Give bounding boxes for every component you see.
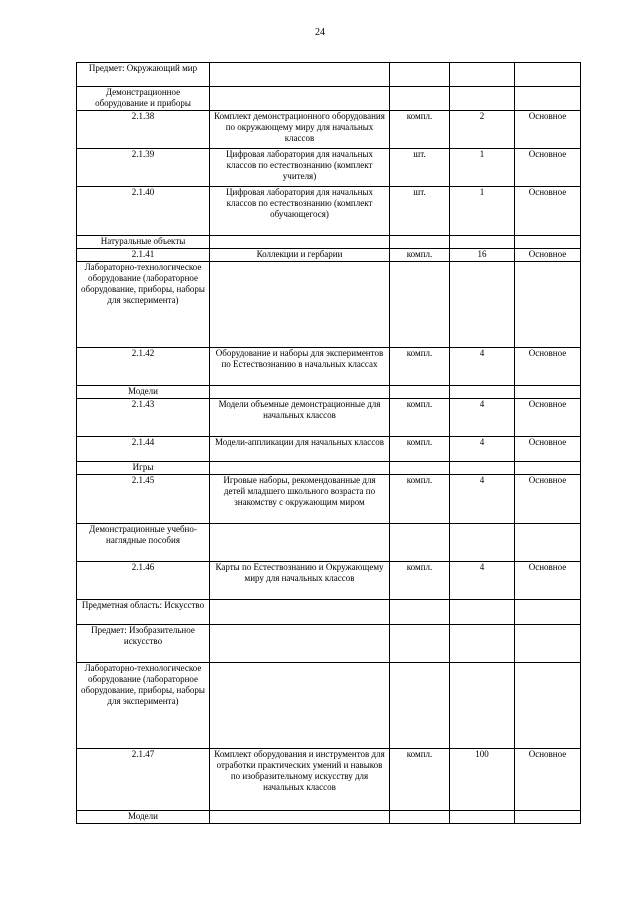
page-number: 24 [315,27,325,38]
table-cell-c3 [390,63,450,87]
table-cell-c1: 2.1.39 [77,149,210,187]
table-cell-c3 [390,625,450,663]
table-cell-c5 [515,386,581,399]
table-cell-c5: Основное [515,149,581,187]
table-row [77,475,581,524]
table-cell-c3 [390,663,450,749]
table-row [77,111,581,149]
table-row [77,63,581,87]
table-cell-c3 [390,236,450,249]
table-cell-c4: 2 [450,111,515,149]
table-cell-c3: компл. [390,111,450,149]
table-row [77,749,581,811]
table-cell-c3: компл. [390,749,450,811]
table-cell-c5: Основное [515,749,581,811]
table-cell-c2: Модели объемные демонстрационные для начальных классов [210,399,390,437]
table-cell-c4 [450,262,515,348]
table-cell-c3 [390,600,450,625]
table-cell-c1: 2.1.45 [77,475,210,524]
table-cell-c1: 2.1.47 [77,749,210,811]
table-cell-c4: 4 [450,562,515,600]
table-cell-c2 [210,811,390,824]
table-cell-c3: компл. [390,249,450,262]
table-cell-c3: компл. [390,475,450,524]
table-cell-c2 [210,625,390,663]
table-row [77,625,581,663]
equipment-table [76,62,581,824]
table-cell-c4 [450,625,515,663]
table-cell-c2: Игровые наборы, рекомендованные для детей младшего школьного возраста по знакомству с окружающим миром [210,475,390,524]
table-cell-c3: компл. [390,562,450,600]
table-row [77,386,581,399]
table-row [77,562,581,600]
table-cell-c2 [210,87,390,111]
table-cell-c2 [210,600,390,625]
table-cell-c3 [390,524,450,562]
table-cell-c4 [450,87,515,111]
table-cell-c1: Натуральные объекты [77,236,210,249]
table-cell-c1: 2.1.41 [77,249,210,262]
table-cell-c1: Предметная область: Искусство [77,600,210,625]
table-cell-c3 [390,811,450,824]
table-cell-c1: Модели [77,811,210,824]
table-cell-c1: 2.1.44 [77,437,210,462]
table-cell-c1: Предмет: Окружающий мир [77,63,210,87]
table-cell-c2: Цифровая лаборатория для начальных классов по естествознанию (комплект обучающегося) [210,187,390,236]
table-cell-c4 [450,600,515,625]
table-cell-c4 [450,386,515,399]
table-row [77,87,581,111]
table-cell-c1: 2.1.46 [77,562,210,600]
table-cell-c1: Демонстрационные учебно-наглядные пособия [77,524,210,562]
table-cell-c5: Основное [515,348,581,386]
table-cell-c3 [390,386,450,399]
table-cell-c5 [515,524,581,562]
table-cell-c5 [515,262,581,348]
table-row [77,811,581,824]
table-cell-c4 [450,462,515,475]
table-cell-c2 [210,386,390,399]
table-cell-c1: Игры [77,462,210,475]
table-cell-c2 [210,63,390,87]
table-cell-c1: 2.1.42 [77,348,210,386]
table-row [77,348,581,386]
table-cell-c4: 4 [450,475,515,524]
table-row [77,249,581,262]
table-row [77,262,581,348]
table-cell-c5: Основное [515,111,581,149]
table-cell-c5: Основное [515,437,581,462]
table-row [77,600,581,625]
table-cell-c3 [390,87,450,111]
table-cell-c5: Основное [515,187,581,236]
table-cell-c1: Лабораторно-технологическое оборудование (лабораторное оборудование, приборы, наборы для эксперимента) [77,663,210,749]
table-cell-c2 [210,262,390,348]
table-cell-c5 [515,663,581,749]
table-cell-c2 [210,663,390,749]
table-cell-c3: шт. [390,149,450,187]
table-cell-c4 [450,63,515,87]
table-cell-c5: Основное [515,249,581,262]
table-cell-c4: 4 [450,399,515,437]
table-cell-c2: Модели-аппликации для начальных классов [210,437,390,462]
table-row [77,236,581,249]
table-cell-c4: 100 [450,749,515,811]
table-cell-c5: Основное [515,475,581,524]
table-cell-c1: Демонстрационное оборудование и приборы [77,87,210,111]
table-cell-c5 [515,625,581,663]
table-row [77,462,581,475]
table-cell-c2: Комплект демонстрационного оборудования по окружающему миру для начальных классов [210,111,390,149]
table-cell-c5 [515,600,581,625]
table-cell-c1: 2.1.43 [77,399,210,437]
table-cell-c2 [210,462,390,475]
table-cell-c5 [515,462,581,475]
table-cell-c4: 16 [450,249,515,262]
table-cell-c3 [390,462,450,475]
table-cell-c3: компл. [390,437,450,462]
table-cell-c3: компл. [390,399,450,437]
table-cell-c5 [515,63,581,87]
table-cell-c3: компл. [390,348,450,386]
table-row [77,399,581,437]
table-body [77,63,581,824]
table-cell-c5 [515,87,581,111]
table-cell-c4: 4 [450,437,515,462]
table-cell-c2 [210,524,390,562]
table-cell-c4: 4 [450,348,515,386]
table-cell-c2 [210,236,390,249]
table-cell-c4 [450,524,515,562]
table-cell-c4: 1 [450,149,515,187]
table-cell-c5 [515,811,581,824]
table-cell-c2: Карты по Естествознанию и Окружающему миру для начальных классов [210,562,390,600]
table-cell-c2: Комплект оборудования и инструментов для отработки практических умений и навыков по изобразительному искусству для начальных классов [210,749,390,811]
table-cell-c1: 2.1.38 [77,111,210,149]
table-cell-c5 [515,236,581,249]
table-cell-c5: Основное [515,399,581,437]
table-row [77,187,581,236]
table-cell-c4: 1 [450,187,515,236]
table-cell-c4 [450,663,515,749]
table-cell-c1: Модели [77,386,210,399]
table-cell-c5: Основное [515,562,581,600]
table-cell-c2: Коллекции и гербарии [210,249,390,262]
table-cell-c2: Цифровая лаборатория для начальных классов по естествознанию (комплект учителя) [210,149,390,187]
table-row [77,437,581,462]
table-cell-c2: Оборудование и наборы для экспериментов по Естествознанию в начальных классах [210,348,390,386]
table-row [77,524,581,562]
table-cell-c4 [450,811,515,824]
table-cell-c3 [390,262,450,348]
table-cell-c3: шт. [390,187,450,236]
table-row [77,663,581,749]
table-cell-c1: Лабораторно-технологическое оборудование (лабораторное оборудование, приборы, наборы для эксперимента) [77,262,210,348]
table-row [77,149,581,187]
table-cell-c4 [450,236,515,249]
table-cell-c1: 2.1.40 [77,187,210,236]
table-cell-c1: Предмет: Изобразительное искусство [77,625,210,663]
